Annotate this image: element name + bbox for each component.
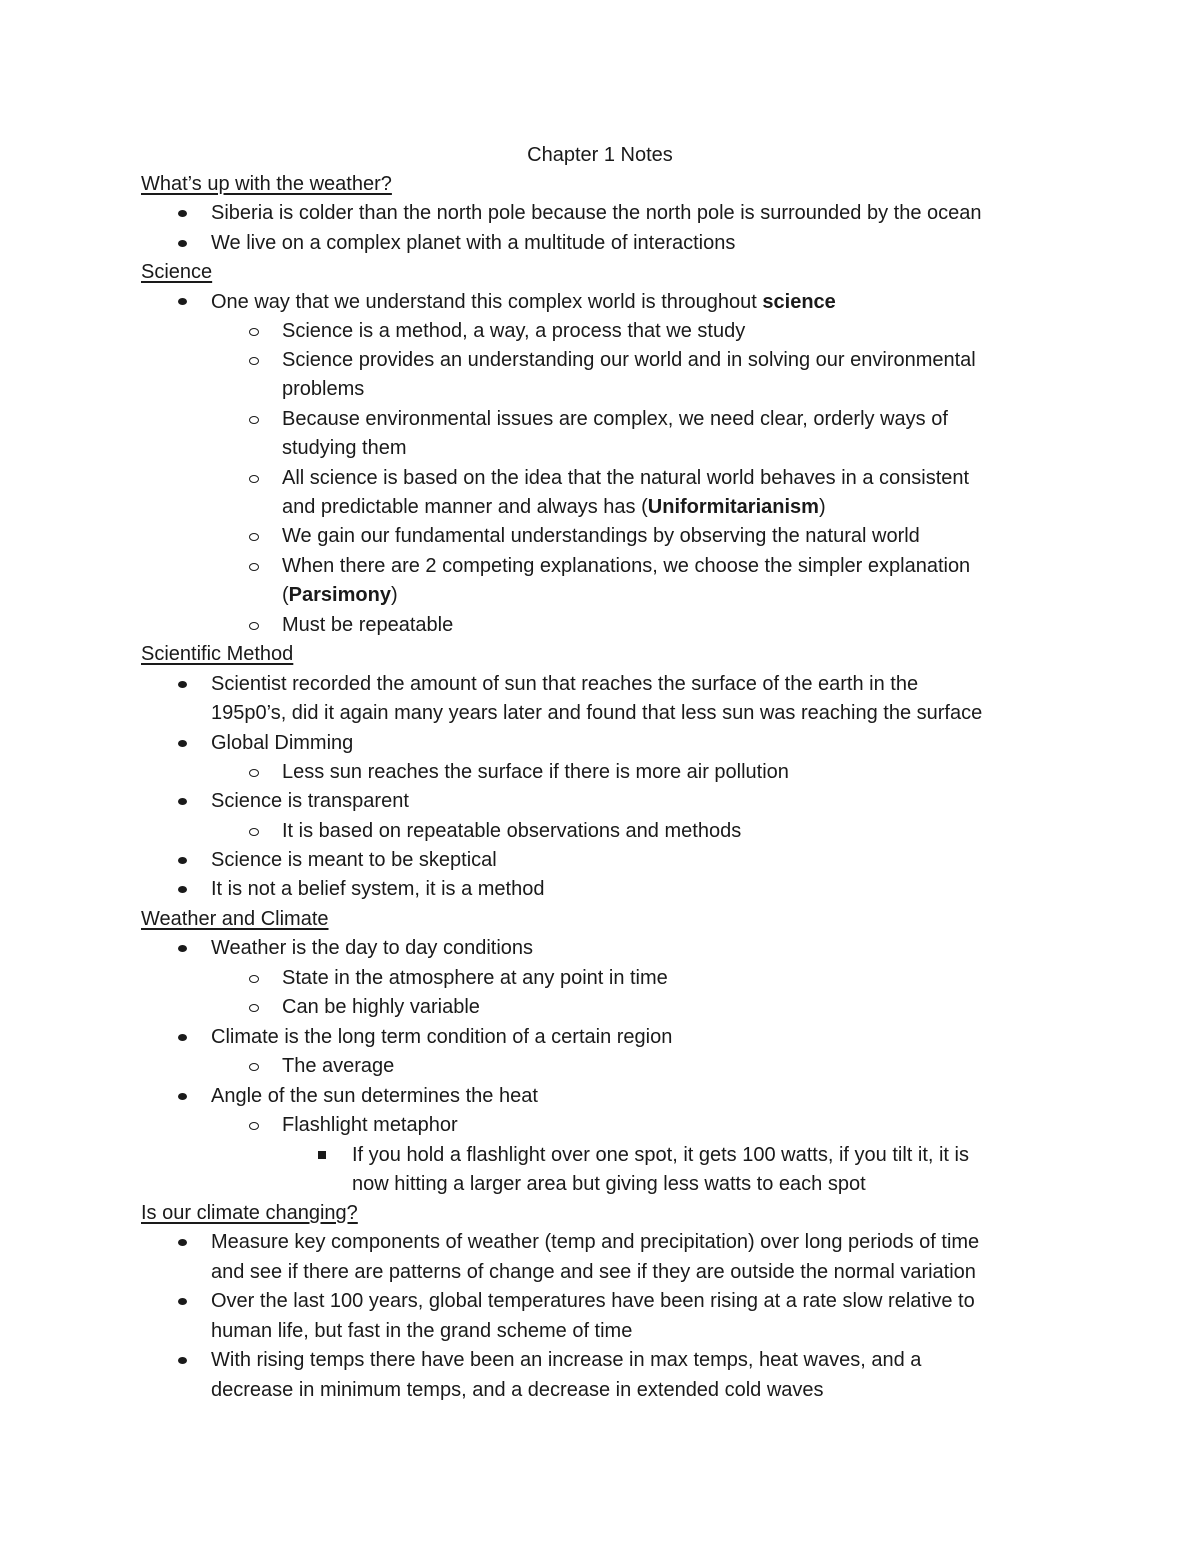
list-item-continuation: studying them [282, 437, 407, 459]
circle-bullet-icon [249, 475, 259, 483]
page-title: Chapter 1 Notes [527, 144, 673, 166]
circle-bullet-icon [249, 357, 259, 365]
list-item-continuation: 195p0’s, did it again many years later and found that less sun was reaching the surface [211, 702, 983, 724]
list-item: With rising temps there have been an increase in max temps, heat waves, and a [211, 1349, 922, 1371]
list-item: Angle of the sun determines the heat [211, 1085, 538, 1107]
section-heading: What’s up with the weather? [141, 173, 392, 195]
bullet-icon [178, 945, 187, 952]
list-item-continuation: problems [282, 378, 365, 400]
list-item: Weather is the day to day conditions [211, 937, 534, 959]
list-item-continuation: now hitting a larger area but giving less watts to each spot [352, 1173, 866, 1195]
list-item: Climate is the long term condition of a certain region [211, 1026, 673, 1048]
circle-bullet-icon [249, 563, 259, 571]
list-item-continuation: (Parsimony) [282, 584, 398, 606]
bullet-icon [178, 1093, 187, 1100]
list-item: All science is based on the idea that the natural world behaves in a consistent [282, 467, 970, 489]
list-item: Can be highly variable [282, 996, 480, 1018]
list-item: Over the last 100 years, global temperatures have been rising at a rate slow relative to [211, 1290, 975, 1312]
list-item: Science is transparent [211, 790, 409, 812]
bullet-icon [178, 1034, 187, 1041]
list-item: The average [282, 1055, 395, 1077]
list-item-continuation: human life, but fast in the grand scheme of time [211, 1320, 633, 1342]
circle-bullet-icon [249, 1063, 259, 1071]
bullet-icon [178, 886, 187, 893]
list-item: Because environmental issues are complex, we need clear, orderly ways of [282, 408, 948, 430]
circle-bullet-icon [249, 1122, 259, 1130]
circle-bullet-icon [249, 622, 259, 630]
bullet-icon [178, 740, 187, 747]
list-item-continuation: and predictable manner and always has (Uniformitarianism) [282, 496, 826, 518]
circle-bullet-icon [249, 416, 259, 424]
list-item: It is based on repeatable observations and methods [282, 820, 742, 842]
circle-bullet-icon [249, 769, 259, 777]
list-item: Measure key components of weather (temp and precipitation) over long periods of time [211, 1231, 980, 1253]
list-item: Global Dimming [211, 732, 354, 754]
list-item: It is not a belief system, it is a method [211, 878, 545, 900]
list-item: Flashlight metaphor [282, 1114, 458, 1136]
section-heading: Scientific Method [141, 643, 294, 665]
bullet-icon [178, 210, 187, 217]
circle-bullet-icon [249, 328, 259, 336]
section-heading: Science [141, 261, 213, 283]
list-item-continuation: decrease in minimum temps, and a decrease in extended cold waves [211, 1379, 824, 1401]
square-bullet-icon [318, 1151, 326, 1159]
section-heading: Weather and Climate [141, 908, 329, 930]
circle-bullet-icon [249, 828, 259, 836]
list-item: One way that we understand this complex world is throughout science [211, 291, 836, 313]
bullet-icon [178, 1298, 187, 1305]
list-item: Science is meant to be skeptical [211, 849, 497, 871]
list-item: We live on a complex planet with a multitude of interactions [211, 232, 736, 254]
list-item: If you hold a flashlight over one spot, it gets 100 watts, if you tilt it, it is [352, 1144, 969, 1166]
bullet-icon [178, 681, 187, 688]
section-heading: Is our climate changing? [141, 1202, 358, 1224]
bullet-icon [178, 857, 187, 864]
bullet-icon [178, 240, 187, 247]
list-item: Siberia is colder than the north pole because the north pole is surrounded by the ocean [211, 202, 982, 224]
circle-bullet-icon [249, 533, 259, 541]
list-item-continuation: and see if there are patterns of change and see if they are outside the normal variation [211, 1261, 976, 1283]
list-item: Must be repeatable [282, 614, 454, 636]
list-item: State in the atmosphere at any point in time [282, 967, 668, 989]
list-item: Science is a method, a way, a process that we study [282, 320, 746, 342]
list-item: We gain our fundamental understandings by observing the natural world [282, 525, 920, 547]
list-item: Science provides an understanding our world and in solving our environmental [282, 349, 976, 371]
bullet-icon [178, 298, 187, 305]
bullet-icon [178, 1357, 187, 1364]
list-item: Scientist recorded the amount of sun that reaches the surface of the earth in the [211, 673, 919, 695]
bullet-icon [178, 1239, 187, 1246]
bullet-icon [178, 798, 187, 805]
circle-bullet-icon [249, 975, 259, 983]
list-item: Less sun reaches the surface if there is more air pollution [282, 761, 789, 783]
list-item: When there are 2 competing explanations, we choose the simpler explanation [282, 555, 971, 577]
circle-bullet-icon [249, 1004, 259, 1012]
